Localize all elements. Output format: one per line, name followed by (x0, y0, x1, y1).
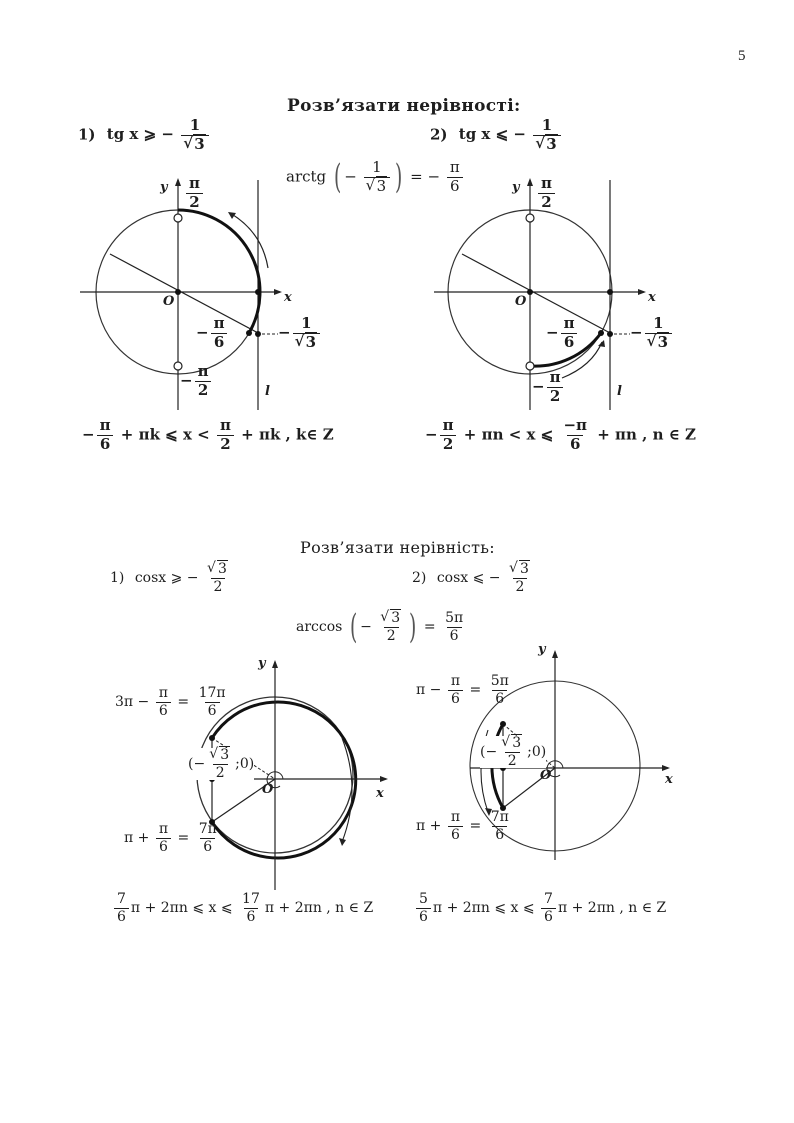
denominator: 6 (200, 838, 215, 855)
origin-label: O (540, 768, 552, 783)
numerator: 5π (445, 609, 464, 626)
x-axis-label: x (284, 290, 292, 305)
numerator: 3 (391, 609, 401, 626)
numerator: 1 (653, 314, 664, 332)
numerator: π (158, 685, 168, 701)
numerator: π (549, 368, 561, 386)
numerator: π (158, 821, 169, 837)
page-number: 5 (738, 48, 746, 64)
denominator: 2 (505, 752, 520, 769)
denominator: 2 (440, 435, 456, 453)
numerator: 3 (220, 747, 230, 763)
denominator: 6 (448, 690, 463, 707)
denominator: 6 (416, 908, 431, 925)
denominator: 6 (447, 627, 462, 644)
denominator: 6 (541, 908, 556, 925)
equals: = − (410, 167, 441, 186)
denominator: 6 (447, 177, 463, 195)
denominator: 6 (205, 702, 220, 719)
numerator: 17π (198, 685, 226, 701)
denominator: 6 (492, 826, 507, 843)
denominator: 3 (376, 176, 387, 195)
numerator: π (450, 673, 461, 689)
numerator: 17 (242, 891, 260, 907)
origin-label: O (163, 294, 175, 309)
numerator: 3 (218, 561, 227, 577)
denominator: 3 (546, 134, 557, 153)
line-l-label: l (617, 384, 622, 399)
minus-sign: − (532, 377, 545, 396)
numerator: 3 (512, 735, 522, 751)
minus-sign: − (278, 323, 291, 342)
numerator: 7π (198, 821, 217, 837)
denominator: 2 (384, 627, 399, 644)
denominator: 2 (186, 193, 202, 211)
answer-middle: + πn < x ⩽ (463, 425, 554, 444)
answer-tail: + πn , n ∈ Z (597, 425, 696, 444)
numerator: π (449, 158, 460, 176)
denominator: 6 (561, 333, 577, 351)
numerator: π (450, 809, 461, 825)
numerator: 1 (189, 116, 201, 134)
task-number: 2) (430, 125, 448, 144)
minus-sign: − (546, 323, 559, 342)
close: ;0) (235, 756, 255, 773)
answer-middle: π + 2πn ⩽ x ⩽ (130, 900, 233, 917)
denominator: 6 (448, 826, 463, 843)
origin-label: O (515, 294, 527, 309)
expr: π + (416, 818, 442, 835)
expr: π − (416, 682, 442, 699)
task-inequality: cosx ⩽ − (436, 570, 501, 587)
expr: π + (124, 830, 150, 847)
numerator: 7 (544, 891, 553, 907)
denominator: 6 (211, 333, 227, 351)
minus-sign: − (82, 425, 95, 444)
task-number: 1) (78, 125, 96, 144)
numerator: π (189, 174, 200, 192)
numerator: π (213, 314, 225, 332)
denominator: 3 (305, 332, 317, 351)
numerator: 1 (372, 158, 382, 176)
denominator: 2 (513, 578, 528, 595)
denominator: 6 (114, 908, 129, 925)
open: (− (188, 756, 206, 773)
arccos-expression: arccos ( − √ $\frac{3}{2}$ ) = $\frac{5\pi}{6}$ (296, 610, 468, 644)
denominator: 6 (244, 908, 259, 925)
arctg-expression: arctg ( − 1 √ 3 ) = − $\frac{\pi}{6}$ (286, 160, 465, 195)
answer-tail: + πk , k∈ Z (241, 425, 334, 444)
numerator: π (99, 416, 111, 434)
arctg-label: arctg (286, 167, 327, 186)
numerator: −π (563, 416, 588, 434)
denominator: 2 (217, 435, 233, 453)
x-axis-label: x (376, 786, 384, 801)
angle-7pi-over-6-label: π + $\frac{\pi}{6}$ = $\frac{7\pi}{6}$ (124, 822, 222, 854)
minus-sign: − (180, 371, 193, 390)
answer-middle: + πk ⩽ x < (120, 425, 210, 444)
open: (− (480, 744, 498, 761)
denominator: 3 (657, 332, 669, 351)
denominator: 6 (156, 702, 171, 719)
answer-middle: π + 2πn ⩽ x ⩽ (432, 900, 535, 917)
angle-17pi-over-6-label: 3π − $\frac{\pi}{6}$ = $\frac{17\pi}{6}$ (115, 686, 231, 718)
arccos-label: arccos (296, 619, 343, 635)
denominator: 6 (567, 435, 583, 453)
denominator: 2 (547, 387, 563, 405)
minus-sign: − (425, 425, 438, 444)
section1-title: Розв’язати нерівності: (287, 96, 521, 116)
task-number: 2) (412, 570, 427, 587)
denominator: 6 (492, 690, 507, 707)
denominator: 3 (194, 134, 205, 153)
denominator: 2 (538, 193, 554, 211)
x-axis-label: x (665, 772, 673, 787)
answer-tail: π + 2πn , n ∈ Z (557, 900, 667, 917)
answer-tail: π + 2πn , n ∈ Z (264, 900, 374, 917)
denominator: 2 (195, 381, 211, 399)
numerator: 1 (541, 116, 553, 134)
numerator: 7π (490, 809, 509, 825)
numerator: π (442, 416, 454, 434)
line-l-label: l (265, 384, 270, 399)
minus-sign: − (196, 323, 209, 342)
numerator: π (197, 362, 209, 380)
point-minus-sqrt3-over-2-label (480, 736, 546, 768)
close: ;0) (527, 744, 547, 761)
y-axis-label: y (258, 656, 266, 671)
denominator: 6 (156, 838, 171, 855)
angle-5pi-over-6-label: π − $\frac{\pi}{6}$ = $\frac{5\pi}{6}$ (416, 674, 514, 706)
numerator: π (541, 174, 552, 192)
task-inequality: tg x ⩾ − (106, 125, 174, 144)
numerator: 1 (301, 314, 312, 332)
x-axis-label: x (648, 290, 656, 305)
task-inequality: cosx ⩾ − (134, 570, 199, 587)
y-axis-label: y (512, 180, 520, 195)
numerator: π (563, 314, 575, 332)
expr: 3π − (115, 694, 150, 711)
cos-answer-1 (112, 892, 373, 924)
y-axis-label: y (160, 180, 168, 195)
numerator: 7 (117, 891, 126, 907)
cos-answer-2 (414, 892, 666, 924)
numerator: π (219, 416, 231, 434)
denominator: 6 (97, 435, 113, 453)
task-inequality: tg x ⩽ − (458, 125, 526, 144)
numerator: 5π (490, 673, 509, 689)
denominator: 2 (213, 764, 228, 781)
origin-label: O (262, 782, 274, 797)
numerator: 3 (520, 561, 529, 577)
denominator: 2 (211, 578, 226, 595)
y-axis-label: y (538, 642, 546, 657)
task-number: 1) (110, 570, 125, 587)
angle-7pi-over-6-label: π + $\frac{\pi}{6}$ = $\frac{7\pi}{6}$ (416, 810, 514, 842)
numerator: 5 (419, 891, 428, 907)
minus-sign: − (630, 323, 643, 342)
section2-title: Розв’язати нерівність: (300, 538, 495, 557)
